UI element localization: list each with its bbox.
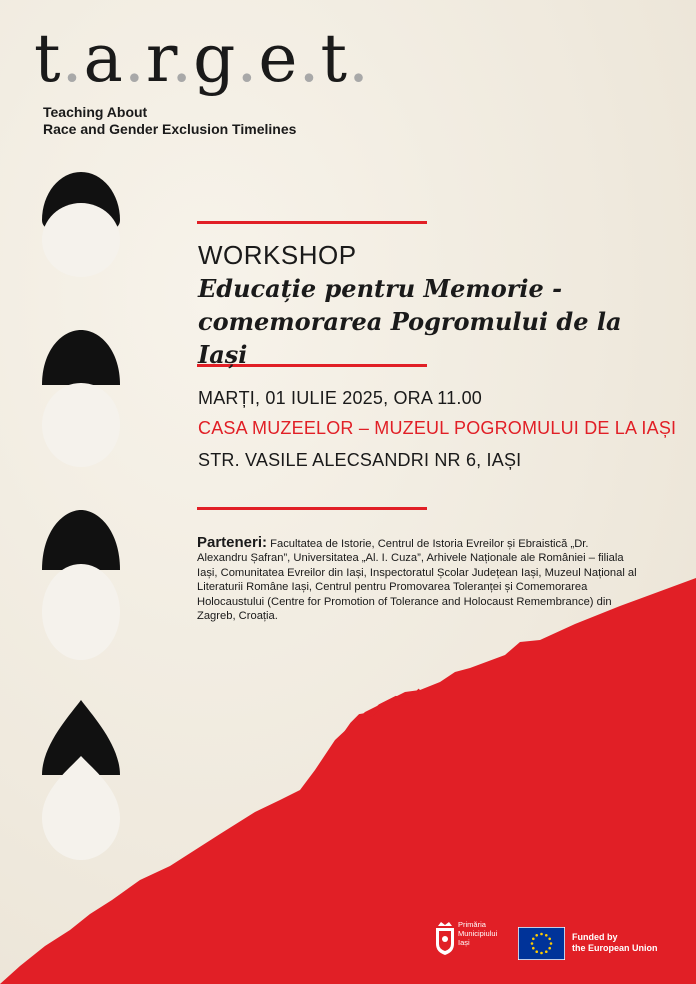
event-address: STR. VASILE ALECSANDRI NR 6, IAȘI <box>198 450 522 470</box>
primaria-line-2: Municipiului <box>458 929 498 938</box>
shape-group-2 <box>42 330 120 467</box>
event-type: WORKSHOP <box>198 240 357 270</box>
event-title <box>198 272 668 371</box>
shape-group-3 <box>42 510 120 660</box>
target-logo: t.a.r.g.e.t. <box>34 20 370 97</box>
event-venue: CASA MUZEELOR – MUZEUL POGROMULUI DE LA IAȘI <box>198 418 677 438</box>
eu-line-1: Funded by <box>572 932 618 942</box>
divider-top <box>197 221 427 224</box>
shape-group-4 <box>42 700 120 860</box>
primaria-line-3: Iași <box>458 938 470 947</box>
primaria-line-1: Primăria <box>458 920 486 929</box>
tagline-line-1: Teaching About <box>43 104 148 120</box>
event-title-line-1: Educație pentru Memorie - <box>198 274 563 303</box>
logo-letter-r: r <box>145 20 172 97</box>
logo-letter-t1: t <box>34 20 62 97</box>
logo-letter-g: g <box>193 20 237 97</box>
eu-funding-label <box>572 932 658 954</box>
eu-flag-icon <box>518 927 565 960</box>
logo-letter-t2: t <box>320 20 348 97</box>
logo-letter-e: e <box>258 20 299 97</box>
eu-line-2: the European Union <box>572 943 658 953</box>
partners-text: Facultatea de Istorie, Centrul de Istoria Evreilor și Ebraistică „Dr. Alexandru Șafran”, Universitatea „Al. I. Cuza”, Arhivele Naționale ale României – filiala Iași, Comunitatea Evreilor din Iași, Inspectoratul Școlar Județean Iași, Muzeul Național al Literaturii Române Iași, Centrul pentru Promovarea Toleranței și Comemorarea Holocaustului (Centre for Promotion of Tolerance and Holocaust Remembrance) din Zagreb, Croația. <box>197 538 637 623</box>
partners-label: Parteneri: <box>197 534 268 551</box>
tagline-line-2: Race and Gender Exclusion Timelines <box>43 121 297 137</box>
event-title-line-2: comemorarea Pogromului de la Iași <box>198 307 622 369</box>
shape-group-1 <box>42 172 120 277</box>
iasi-coat-of-arms-icon <box>434 918 456 956</box>
partners-block <box>197 536 637 623</box>
logo-letter-a: a <box>83 20 124 97</box>
event-date: MARȚI, 01 IULIE 2025, ORA 11.00 <box>198 388 483 408</box>
primaria-label <box>458 920 497 947</box>
divider-bottom <box>197 507 427 510</box>
